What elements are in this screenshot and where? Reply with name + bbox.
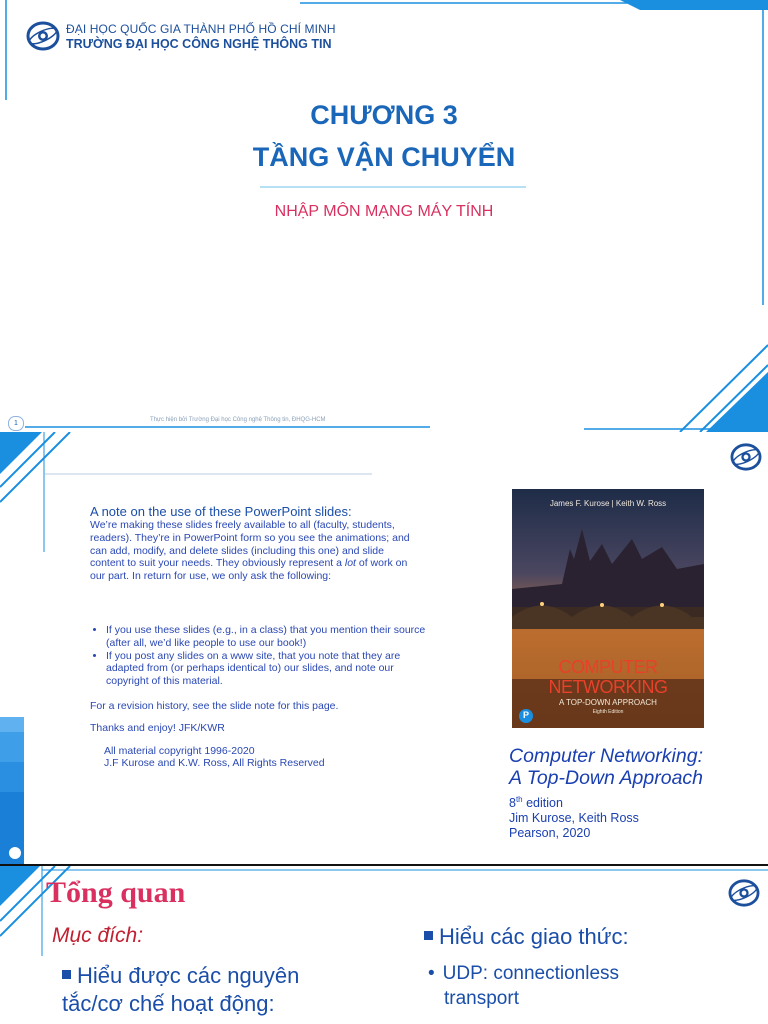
book-title-line-1: Computer Networking:: [509, 745, 703, 767]
list-item: • If you use these slides (e.g., in a class) that you mention their source (after all, we’d like people to use our book!): [106, 624, 436, 650]
slide-heading: Tổng quan: [46, 876, 186, 909]
book-authors: Jim Kurose, Keith Ross: [509, 811, 639, 826]
chapter-label: CHƯƠNG 3: [310, 100, 458, 130]
dot-bullet-icon: •: [428, 963, 435, 984]
overview-slide: [0, 866, 768, 1024]
cover-authors: James F. Kurose | Keith W. Ross: [549, 499, 667, 508]
copyright-line-1: All material copyright 1996-2020: [104, 745, 255, 757]
square-bullet-icon: [424, 931, 433, 940]
usage-conditions-list: [92, 624, 436, 688]
footer-credit: Thực hiện bởi Trường Đại học Công nghệ Thông tin, ĐHQG-HCM: [150, 417, 326, 423]
page-number: 1: [8, 416, 24, 431]
uit-globe-logo-icon: [728, 878, 760, 908]
thanks-line: Thanks and enjoy! JFK/KWR: [90, 722, 225, 734]
chapter-title: TẦNG VẬN CHUYỂN: [252, 142, 516, 172]
cover-edition: Eighth Edition: [592, 709, 624, 715]
note-paragraph: We’re making these slides freely available to all (faculty, students, readers). They’re in PowerPoint form so you see the animations; and can add, modify, and delete slides (including this one) and slide content to suit your needs. They obviously represent a lot of work on our part. In return for use, we only ask the following:: [90, 519, 410, 583]
purpose-label: Mục đích:: [52, 924, 144, 947]
right-sub-bullet: • UDP: connectionless transport: [428, 963, 620, 1009]
book-details: [509, 792, 639, 841]
right-bullet: Hiểu các giao thức:: [424, 924, 629, 950]
cover-title-1: COMPUTER: [558, 657, 658, 677]
book-title: [509, 745, 703, 789]
title-slide: [0, 0, 768, 432]
book-publisher: Pearson, 2020: [509, 826, 591, 841]
book-edition: 8th edition: [509, 795, 563, 811]
uit-globe-logo-icon: [730, 442, 762, 472]
cover-subtitle: A TOP-DOWN APPROACH: [559, 698, 657, 707]
pearson-logo-icon: P: [522, 710, 529, 720]
book-title-line-2: A Top-Down Approach: [509, 767, 704, 789]
school-name: TRƯỜNG ĐẠI HỌC CÔNG NGHỆ THÔNG TIN: [66, 37, 332, 51]
university-name: ĐẠI HỌC QUỐC GIA THÀNH PHỐ HỒ CHÍ MINH: [66, 22, 336, 36]
left-bullet: Hiểu được các nguyên tắc/cơ chế hoạt động:: [62, 963, 300, 1016]
copyright-line-2: J.F Kurose and K.W. Ross, All Rights Reserved: [104, 757, 325, 769]
list-item: • If you post any slides on a www site, that you note that they are adapted from (or perhaps identical to) our slides, and note our copyright of this material.: [106, 650, 436, 688]
cover-title-2: NETWORKING: [548, 677, 668, 697]
copyright-note-slide: [0, 432, 768, 864]
square-bullet-icon: [62, 970, 71, 979]
course-subtitle: NHẬP MÔN MẠNG MÁY TÍNH: [274, 203, 494, 220]
uit-globe-logo-icon: [26, 20, 60, 52]
book-cover-image: [512, 489, 704, 728]
revision-note: For a revision history, see the slide note for this page.: [90, 700, 339, 712]
note-heading: A note on the use of these PowerPoint slides:: [90, 504, 352, 519]
